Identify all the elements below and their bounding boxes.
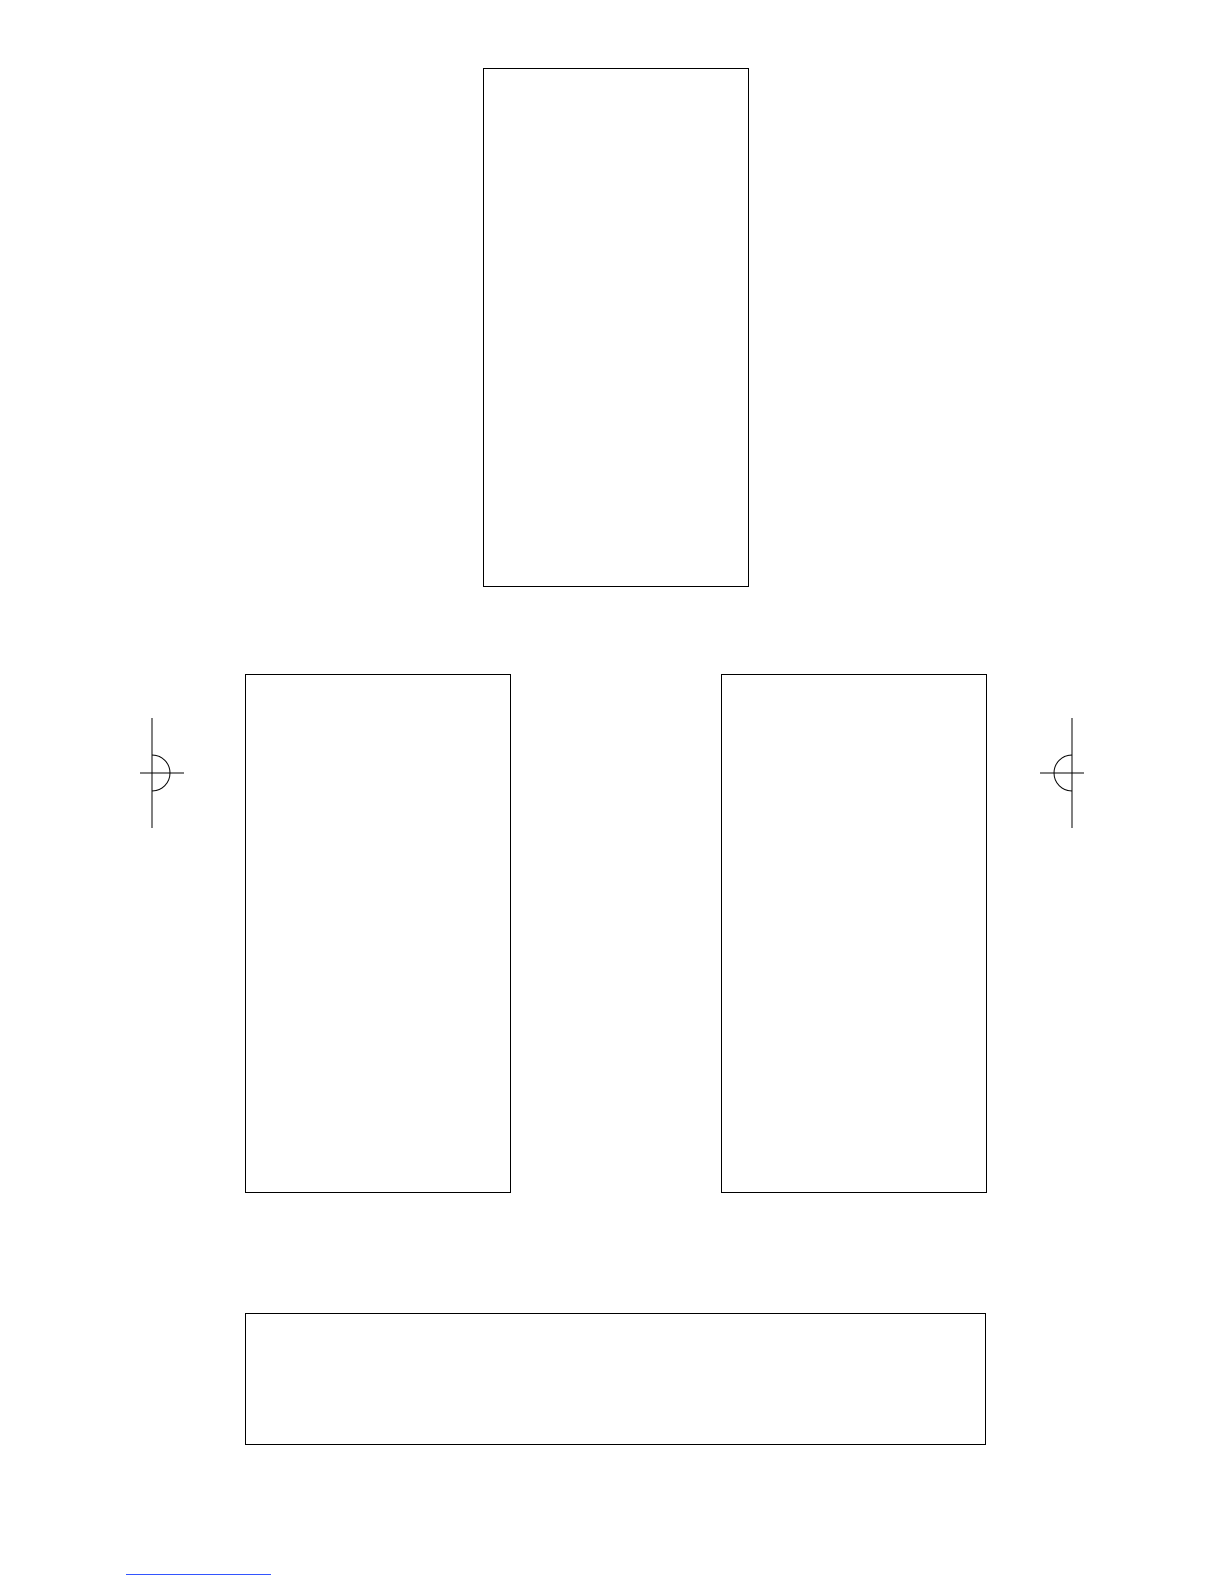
empty-note-box xyxy=(245,1313,986,1445)
remote-illustration-a xyxy=(483,68,749,587)
remote-a-drawing xyxy=(484,69,749,587)
registration-mark-left xyxy=(140,718,184,828)
remote-b-drawing xyxy=(246,675,511,1193)
footer-link-line xyxy=(126,1574,271,1575)
remote-c-drawing xyxy=(722,675,987,1193)
remote-illustration-c xyxy=(721,674,987,1193)
remote-illustration-b xyxy=(245,674,511,1193)
registration-mark-right xyxy=(1040,718,1084,828)
